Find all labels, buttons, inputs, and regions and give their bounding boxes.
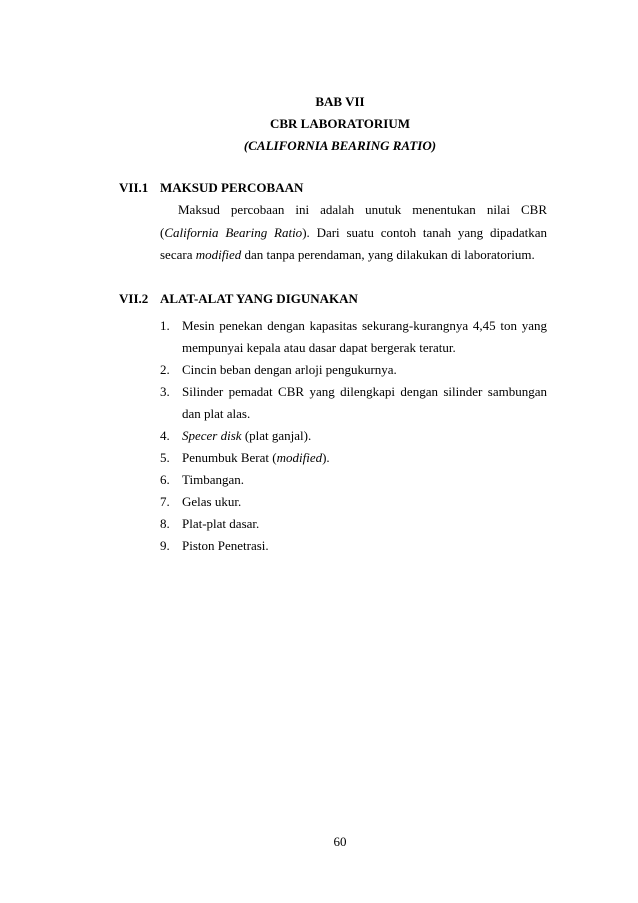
section-title: ALAT-ALAT YANG DIGUNAKAN	[160, 291, 358, 306]
list-item	[160, 425, 547, 447]
paragraph-text: ). Dari suatu contoh tanah yang dipadatkan secara	[160, 224, 547, 262]
list-item-number: 9.	[160, 538, 170, 553]
equipment-list	[160, 315, 547, 557]
list-item-text: Timbangan.	[182, 472, 244, 487]
section-number: VII.2	[119, 291, 149, 306]
chapter-subtitle: (CALIFORNIA BEARING RATIO)	[243, 138, 437, 153]
list-item	[160, 315, 547, 359]
list-item-number: 5.	[160, 450, 170, 465]
list-item-number: 7.	[160, 494, 170, 509]
paragraph-text: dan tanpa perendaman, yang dilakukan di laboratorium.	[241, 247, 535, 262]
list-item-text: ).	[322, 450, 330, 465]
list-item-number: 4.	[160, 428, 170, 443]
list-item-number: 8.	[160, 516, 170, 531]
paragraph-text: Maksud percobaan ini adalah unutuk menentukan nilai CBR (	[160, 202, 547, 240]
list-item-text: (plat ganjal).	[241, 428, 312, 443]
list-item-text: Plat-plat dasar.	[182, 516, 260, 531]
list-item-number: 2.	[160, 362, 170, 377]
list-item-text: Piston Penetrasi.	[182, 538, 269, 553]
section-number: VII.1	[119, 180, 149, 195]
list-item-italic-term: modified	[276, 450, 323, 465]
list-item-text: Gelas ukur.	[182, 494, 242, 509]
list-item-italic-term: Specer disk	[182, 428, 242, 443]
list-item	[160, 381, 547, 425]
list-item-number: 3.	[160, 384, 170, 399]
list-item-text: Penumbuk Berat (	[182, 450, 277, 465]
paragraph-italic-term: California Bearing Ratio	[164, 224, 303, 240]
list-item-number: 1.	[160, 318, 170, 333]
paragraph-italic-term: modified	[195, 247, 242, 262]
chapter-heading: BAB VII	[315, 94, 365, 109]
list-item	[160, 513, 547, 535]
chapter-title: CBR LABORATORIUM	[269, 116, 410, 131]
section-paragraph	[160, 199, 547, 267]
page-number: 60	[333, 834, 347, 849]
section-title: MAKSUD PERCOBAAN	[160, 180, 304, 195]
list-item	[160, 447, 547, 469]
list-item	[160, 359, 547, 381]
list-item	[160, 535, 547, 557]
list-item	[160, 469, 547, 491]
list-item	[160, 491, 547, 513]
list-item-number: 6.	[160, 472, 170, 487]
list-item-text: Cincin beban dengan arloji pengukurnya.	[182, 362, 397, 377]
list-item-text: Silinder pemadat CBR yang dilengkapi dengan silinder sambungan dan plat alas.	[182, 384, 547, 421]
list-item-text: Mesin penekan dengan kapasitas sekurang-kurangnya 4,45 ton yang mempunyai kepala atau dasar dapat bergerak teratur.	[182, 318, 547, 355]
